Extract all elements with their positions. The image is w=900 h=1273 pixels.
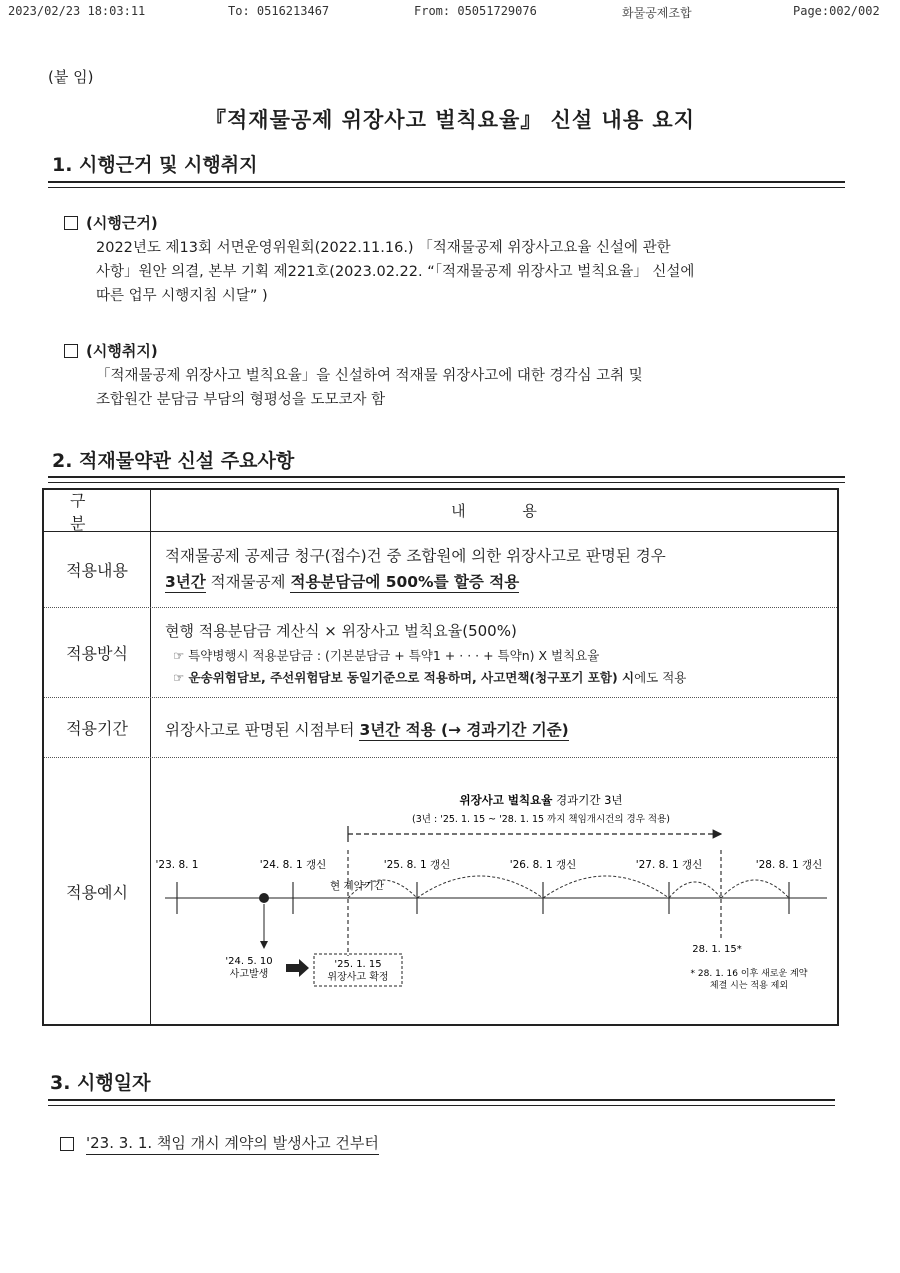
section-2-heading: 2. 적재물약관 신설 주요사항 — [52, 450, 295, 472]
basis-line: 사항」원안 의결, 본부 기획 제221호(2023.02.22. “「적재물공제 위장사고 벌칙요율」 신설에 — [96, 264, 695, 280]
document-title: 『적재물공제 위장사고 벌칙요율』 신설 내용 요지 — [205, 108, 695, 132]
effective-date-line — [60, 1132, 379, 1155]
checkbox-icon — [64, 344, 78, 358]
checkbox-icon — [64, 216, 78, 230]
section-3-rule — [48, 1099, 835, 1106]
confirm-date: '25. 1. 15 — [334, 959, 382, 970]
basis-line: 따른 업무 시행지침 시달” ) — [96, 288, 268, 304]
table-row-method — [44, 608, 837, 698]
fax-from: From: 05051729076 — [414, 4, 537, 18]
end-note-1: * 28. 1. 16 이후 새로운 계약 — [690, 969, 808, 979]
row-body-period — [151, 698, 837, 757]
fax-header — [0, 4, 900, 20]
date-label: '23. 8. 1 — [155, 859, 199, 871]
method-line-1: 현행 적용분담금 계산식 × 위장사고 벌칙요율(500%) — [165, 622, 517, 640]
attachment-label: (붙 임) — [48, 68, 94, 86]
accident-icon — [259, 893, 269, 903]
row-label-example: 적용예시 — [44, 758, 151, 1024]
date-label: '28. 8. 1 갱신 — [755, 859, 823, 871]
row-body-example — [151, 758, 837, 1024]
period-line: 위장사고로 판명된 시점부터 3년간 적용 (→ 경과기간 기준) — [165, 721, 569, 739]
renewal-arcs — [348, 876, 789, 898]
purpose-title: (시행취지) — [86, 342, 158, 360]
section-3-heading: 3. 시행일자 — [50, 1072, 151, 1094]
fax-org: 화물공제조합 — [622, 6, 692, 20]
current-contract-label: 현 계약기간 — [329, 880, 385, 892]
purpose-heading — [64, 340, 158, 361]
basis-line: 2022년도 제13회 서면운영위원회(2022.11.16.) 「적재물공제 위장사고요율 신설에 관한 — [96, 240, 671, 256]
fax-page: Page:002/002 — [793, 4, 880, 18]
accident-label: 사고발생 — [229, 969, 269, 980]
header-category: 구 분 — [44, 490, 151, 531]
arrow-right-icon — [286, 959, 309, 977]
section-1-heading: 1. 시행근거 및 시행취지 — [52, 154, 258, 176]
table-row-application — [44, 532, 837, 608]
application-line-1: 적재물공제 공제금 청구(접수)건 중 조합원에 의한 위장사고로 판명된 경우 — [165, 547, 666, 565]
timeline-diagram — [151, 758, 839, 1024]
confirm-label: 위장사고 확정 — [327, 972, 389, 983]
checkbox-icon — [60, 1137, 74, 1151]
table-row-period — [44, 698, 837, 758]
table-row-example — [44, 758, 837, 1024]
end-note-2: 체결 시는 적용 제외 — [709, 981, 789, 991]
date-label: '26. 8. 1 갱신 — [509, 859, 577, 871]
provisions-table — [42, 488, 839, 1026]
row-body-method — [151, 608, 837, 697]
section-2-rule — [48, 476, 845, 483]
method-line-2: ☞ 특약병행시 적용분담금 : (기본분담금 + 특약1 + · · · + 특약n) X 벌칙요율 — [173, 648, 600, 663]
purpose-line: 「적재물공제 위장사고 벌칙요율」을 신설하여 적재물 위장사고에 대한 경각심 고취 및 — [96, 368, 643, 384]
basis-heading — [64, 212, 158, 233]
date-label: '25. 8. 1 갱신 — [383, 859, 451, 871]
purpose-line: 조합원간 분담금 부담의 형평성을 도모코자 함 — [96, 392, 386, 408]
header-content: 내 용 — [451, 502, 563, 520]
row-label-application: 적용내용 — [44, 532, 151, 607]
table-header-row — [44, 490, 837, 532]
fax-datetime: 2023/02/23 18:03:11 — [8, 4, 146, 18]
date-label: '27. 8. 1 갱신 — [635, 859, 703, 871]
date-label: '24. 8. 1 갱신 — [259, 859, 327, 871]
row-label-period: 적용기간 — [44, 698, 151, 757]
basis-paragraph — [96, 236, 844, 308]
row-label-method: 적용방식 — [44, 608, 151, 697]
row-body-application — [151, 532, 837, 607]
basis-title: (시행근거) — [86, 214, 158, 232]
effective-date-text: '23. 3. 1. 책임 개시 계약의 발생사고 건부터 — [86, 1132, 379, 1155]
timeline-subtitle: (3년 : '25. 1. 15 ~ '28. 1. 15 까지 책임개시건의 경우 적용) — [412, 814, 670, 825]
accident-date: '24. 5. 10 — [225, 956, 273, 967]
end-date: 28. 1. 15* — [692, 944, 742, 955]
timeline-title: 위장사고 벌칙요율 경과기간 3년 — [459, 793, 623, 807]
section-1-rule — [48, 181, 845, 188]
application-line-2: 3년간 적재물공제 적용분담금에 500%를 할증 적용 — [165, 573, 520, 591]
purpose-paragraph — [96, 364, 844, 412]
fax-to: To: 0516213467 — [228, 4, 330, 18]
method-line-3: ☞ 운송위험담보, 주선위험담보 동일기준으로 적용하며, 사고면책(청구포기 포함) 시에도 적용 — [173, 670, 687, 685]
